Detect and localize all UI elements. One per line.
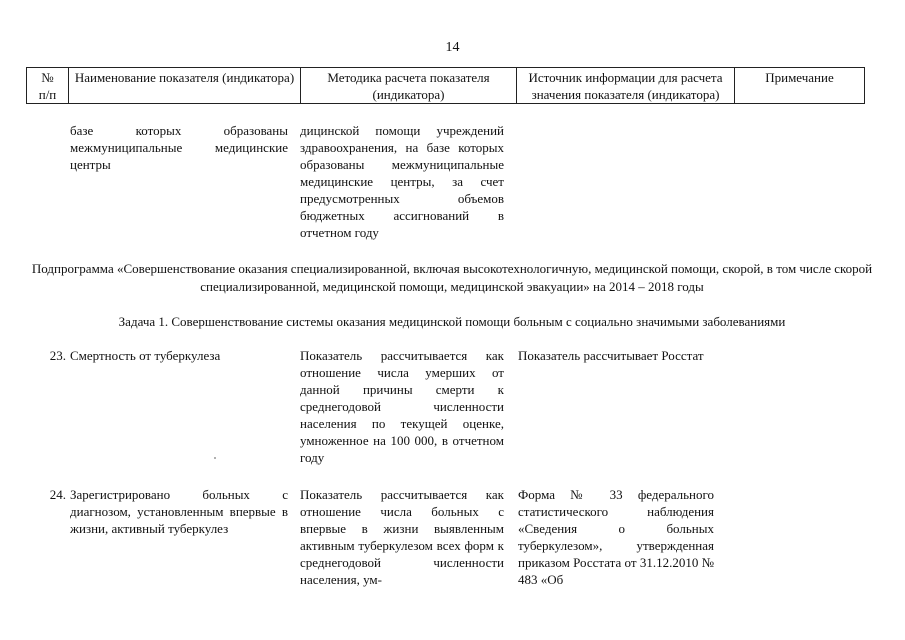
header-num: № п/п xyxy=(27,68,69,104)
row-number: 24. xyxy=(49,487,66,502)
header-method: Методика расчета показателя (индикатора) xyxy=(301,68,517,104)
header-note: Примечание xyxy=(735,68,865,104)
row-name: Зарегистрировано больных с диагнозом, установленным впервые в жизни, активный туберкулез xyxy=(70,487,288,536)
header-name: Наименование показателя (индикатора) xyxy=(69,68,301,104)
continued-row-method: дицинской помощи учреждений здравоохранения, на базе которых образованы межмуниципальные медицинские центры, за счет предусмотренных объемов бюджетных ассигнований в отчетном году xyxy=(300,123,504,240)
header-source: Источник информации для расчета значения показателя (индикатора) xyxy=(517,68,735,104)
row-method: Показатель рассчитывается как отношение числа больных с впервые в жизни выявленным активным туберкулезом всех форм к среднегодовой численности населения, ум- xyxy=(300,487,504,587)
subprogram-heading: Подпрограмма «Совершенствование оказания специализированной, включая высокотехнологичную, медицинской помощи, скорой, в том числе скорой специализированной, медицинской помощи, медицинской эвакуации» на 2014 – 2018 годы xyxy=(31,261,873,294)
task-heading: Задача 1. Совершенствование системы оказания медицинской помощи больным с социально значимыми заболеваниями xyxy=(118,314,786,329)
row-source: Показатель рассчитывает Росстат xyxy=(518,348,704,363)
table-header xyxy=(26,67,865,104)
header-row xyxy=(27,68,865,104)
continued-row-name: базе которых образованы межмуниципальные медицинские центры xyxy=(70,123,288,172)
scan-speck xyxy=(214,457,216,459)
row-method: Показатель рассчитывается как отношение числа умерших от данной причины смерти к среднегодовой численности населения по текущей оценке, умноженное на 100 000, в отчетном году xyxy=(300,348,504,465)
row-source: Форма № 33 федерального статистического наблюдения «Сведения о больных туберкулезом», утвержденная приказом Росстата от 31.12.2010 № 483 «Об xyxy=(518,487,714,587)
row-name: Смертность от туберкулеза xyxy=(70,348,221,363)
row-number: 23. xyxy=(49,348,66,363)
page-number: 14 xyxy=(445,40,460,55)
